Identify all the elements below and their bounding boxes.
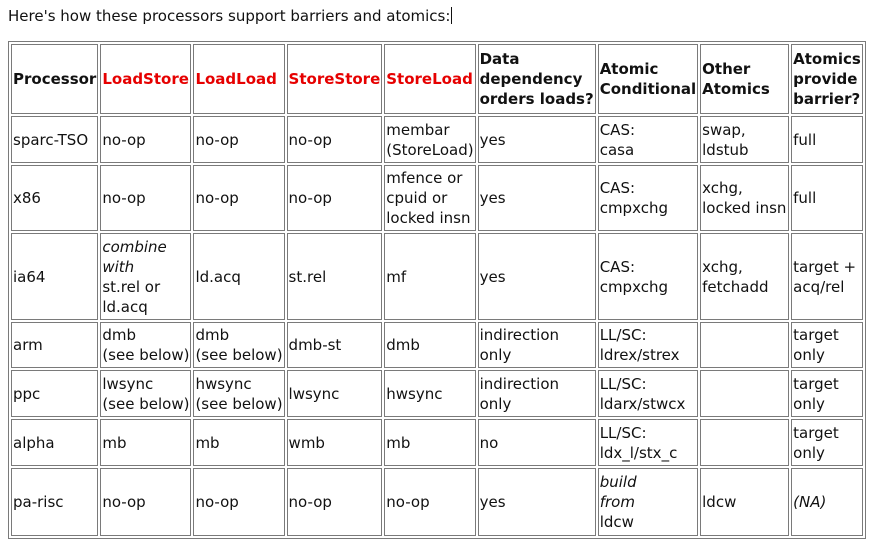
cell-text-line: ld.acq bbox=[102, 297, 148, 316]
cell-processor bbox=[11, 322, 98, 368]
cell-storeload bbox=[384, 116, 475, 163]
cell-text-line: locked insn bbox=[386, 209, 471, 227]
header-row bbox=[11, 44, 863, 114]
cell-storestore bbox=[287, 116, 383, 163]
cell-text-line: (see below) bbox=[102, 394, 190, 413]
cell-text-line: no-op bbox=[386, 493, 430, 511]
header-loadstore bbox=[100, 44, 191, 114]
cell-text-line: yes bbox=[479, 267, 506, 286]
cell-text-line: StoreLoad bbox=[386, 70, 473, 88]
cell-text-line: acq/rel bbox=[793, 277, 845, 296]
cell-atomics-barrier bbox=[791, 370, 863, 417]
cell-other-atomics bbox=[700, 116, 789, 163]
cell-loadstore bbox=[100, 165, 191, 231]
cell-text-line: xchg, bbox=[702, 179, 743, 197]
cell-atomic-conditional bbox=[598, 370, 698, 417]
cell-text-line: Atomic bbox=[599, 60, 659, 78]
cell-processor bbox=[11, 165, 98, 231]
cell-text-line: dependency bbox=[479, 70, 583, 88]
cell-text-line: LoadLoad bbox=[195, 70, 277, 88]
cell-text-line: no-op bbox=[288, 493, 332, 511]
cell-text-line: no-op bbox=[195, 130, 239, 149]
header-loadload bbox=[193, 44, 284, 114]
cell-text-line: full bbox=[793, 189, 817, 207]
cell-text-line: mb bbox=[195, 433, 220, 452]
cell-text-line: (see below) bbox=[102, 346, 190, 364]
cell-data-dependency bbox=[478, 165, 596, 231]
cell-text-line: ia64 bbox=[13, 267, 46, 286]
cell-data-dependency bbox=[478, 419, 596, 466]
cell-text-line: CAS: bbox=[599, 120, 636, 139]
cell-text-line: hwsync bbox=[386, 384, 443, 403]
cell-text-line: (see below) bbox=[195, 394, 283, 413]
cell-text-line: target + bbox=[793, 257, 857, 276]
cell-text-line: lwsync bbox=[288, 384, 340, 403]
cell-text-line: ld.acq bbox=[195, 267, 241, 286]
cell-text-line: ldarx/stwcx bbox=[599, 394, 686, 413]
cell-text-line: LL/SC: bbox=[599, 374, 647, 393]
cell-loadload bbox=[193, 370, 284, 417]
cell-other-atomics bbox=[700, 233, 789, 320]
cell-text-line: StoreStore bbox=[288, 70, 381, 88]
cell-text-line: provide bbox=[793, 70, 858, 88]
cell-text-line: indirection bbox=[479, 326, 560, 344]
cell-text-line: cpuid or bbox=[386, 189, 448, 207]
cell-text-line: Conditional bbox=[599, 80, 697, 98]
cell-text-line: locked insn bbox=[702, 199, 787, 217]
cell-text-line: cmpxchg bbox=[599, 277, 668, 296]
cell-storestore bbox=[287, 419, 383, 466]
cell-text-line: casa bbox=[599, 140, 635, 159]
cell-text-line: no-op bbox=[102, 130, 146, 149]
cell-other-atomics bbox=[700, 468, 789, 536]
cell-loadload bbox=[193, 116, 284, 163]
cell-storeload bbox=[384, 370, 475, 417]
cell-atomic-conditional bbox=[598, 322, 698, 368]
cell-text-line: x86 bbox=[13, 189, 41, 207]
cell-text-line: CAS: bbox=[599, 257, 636, 276]
cell-data-dependency bbox=[478, 468, 596, 536]
cell-text-line: yes bbox=[479, 493, 506, 511]
cell-other-atomics bbox=[700, 165, 789, 231]
cell-processor bbox=[11, 370, 98, 417]
cell-storeload bbox=[384, 468, 475, 536]
cell-text-line: sparc-TSO bbox=[13, 130, 89, 149]
cell-loadload bbox=[193, 419, 284, 466]
cell-text-line: swap, bbox=[702, 120, 746, 139]
header-atomic-conditional bbox=[598, 44, 698, 114]
cell-text-line: no-op bbox=[195, 493, 239, 511]
cell-atomics-barrier bbox=[791, 322, 863, 368]
cell-processor bbox=[11, 233, 98, 320]
cell-atomic-conditional bbox=[598, 116, 698, 163]
cell-text-line: Other bbox=[702, 60, 751, 78]
cell-text-line: yes bbox=[479, 189, 506, 207]
table-row bbox=[11, 468, 863, 536]
cell-processor bbox=[11, 419, 98, 466]
cell-text-line: target bbox=[793, 374, 839, 393]
cell-storestore bbox=[287, 468, 383, 536]
intro-text bbox=[8, 6, 452, 26]
cell-other-atomics bbox=[700, 322, 789, 368]
cell-loadload bbox=[193, 165, 284, 231]
cell-text-line: ppc bbox=[13, 384, 41, 403]
cell-text-line: ldx_l/stx_c bbox=[599, 443, 678, 462]
cell-atomic-conditional bbox=[598, 468, 698, 536]
cell-text-line: dmb bbox=[195, 326, 230, 344]
cell-text-line: Atomics bbox=[702, 80, 770, 98]
cell-text-line: yes bbox=[479, 130, 506, 149]
cell-text-line: only bbox=[479, 394, 512, 413]
cell-text-line: only bbox=[793, 346, 825, 364]
cell-text-line: no bbox=[479, 433, 499, 452]
cell-text-line: (NA) bbox=[793, 493, 827, 511]
table-row bbox=[11, 165, 863, 231]
cell-text-line: only bbox=[479, 346, 512, 364]
cell-storeload bbox=[384, 233, 475, 320]
table-row bbox=[11, 322, 863, 368]
cell-text-line: alpha bbox=[13, 433, 55, 452]
cell-atomics-barrier bbox=[791, 419, 863, 466]
cell-text-line: dmb bbox=[386, 336, 420, 354]
cell-text-line: xchg, bbox=[702, 257, 743, 276]
cell-storeload bbox=[384, 165, 475, 231]
cell-text-line: Data bbox=[479, 50, 520, 68]
cell-data-dependency bbox=[478, 370, 596, 417]
cell-text-line: (StoreLoad) bbox=[386, 140, 474, 159]
cell-text-line: ldstub bbox=[702, 140, 749, 159]
cell-text-line: barrier? bbox=[793, 90, 861, 108]
barriers-table bbox=[8, 41, 866, 539]
cell-storestore bbox=[287, 165, 383, 231]
cell-data-dependency bbox=[478, 322, 596, 368]
cell-text-line: st.rel bbox=[288, 267, 327, 286]
header-atomics-barrier bbox=[791, 44, 863, 114]
cell-text-line: build bbox=[599, 473, 637, 491]
cell-text-line: arm bbox=[13, 336, 43, 354]
text-caret bbox=[451, 7, 452, 24]
cell-text-line: cmpxchg bbox=[599, 199, 668, 217]
cell-text-line: only bbox=[793, 394, 825, 413]
cell-text-line: mb bbox=[102, 433, 127, 452]
cell-atomics-barrier bbox=[791, 468, 863, 536]
cell-loadstore bbox=[100, 116, 191, 163]
cell-loadstore bbox=[100, 468, 191, 536]
table-row bbox=[11, 419, 863, 466]
cell-atomic-conditional bbox=[598, 233, 698, 320]
cell-text-line: with bbox=[102, 257, 135, 276]
cell-text-line: CAS: bbox=[599, 179, 636, 197]
cell-other-atomics bbox=[700, 419, 789, 466]
cell-data-dependency bbox=[478, 233, 596, 320]
cell-data-dependency bbox=[478, 116, 596, 163]
cell-text-line: hwsync bbox=[195, 374, 252, 393]
cell-text-line: no-op bbox=[288, 189, 332, 207]
table-row bbox=[11, 116, 863, 163]
cell-text-line: from bbox=[599, 493, 635, 511]
cell-processor bbox=[11, 116, 98, 163]
cell-text-line: indirection bbox=[479, 374, 560, 393]
table-row bbox=[11, 233, 863, 320]
cell-text-line: combine bbox=[102, 237, 167, 256]
cell-text-line: target bbox=[793, 326, 839, 344]
cell-text-line: ldcw bbox=[702, 493, 737, 511]
cell-text-line: ldcw bbox=[599, 513, 634, 531]
cell-text-line: dmb bbox=[102, 326, 136, 344]
cell-atomics-barrier bbox=[791, 165, 863, 231]
cell-loadstore bbox=[100, 419, 191, 466]
cell-text-line: lwsync bbox=[102, 374, 154, 393]
cell-text-line: membar bbox=[386, 120, 450, 139]
cell-loadstore bbox=[100, 233, 191, 320]
cell-text-line: LL/SC: bbox=[599, 326, 647, 344]
cell-text-line: LL/SC: bbox=[599, 423, 647, 442]
header-storeload bbox=[384, 44, 475, 114]
cell-atomics-barrier bbox=[791, 116, 863, 163]
intro-label: Here's how these processors support barriers and atomics: bbox=[8, 7, 451, 25]
cell-text-line: mfence or bbox=[386, 169, 463, 187]
cell-text-line: mb bbox=[386, 433, 411, 452]
table-row bbox=[11, 370, 863, 417]
cell-text-line: orders loads? bbox=[479, 90, 594, 108]
cell-text-line: fetchadd bbox=[702, 277, 769, 296]
cell-text-line: dmb-st bbox=[288, 336, 342, 354]
cell-loadload bbox=[193, 468, 284, 536]
cell-atomic-conditional bbox=[598, 419, 698, 466]
cell-text-line: no-op bbox=[288, 130, 332, 149]
cell-text-line: no-op bbox=[102, 493, 146, 511]
cell-storestore bbox=[287, 370, 383, 417]
table-body bbox=[11, 116, 863, 536]
header-data-dependency bbox=[478, 44, 596, 114]
header-processor bbox=[11, 44, 98, 114]
cell-text-line: Processor bbox=[13, 70, 97, 88]
cell-text-line: full bbox=[793, 130, 817, 149]
cell-text-line: ldrex/strex bbox=[599, 346, 680, 364]
cell-text-line: target bbox=[793, 423, 839, 442]
cell-atomic-conditional bbox=[598, 165, 698, 231]
cell-processor bbox=[11, 468, 98, 536]
cell-storestore bbox=[287, 322, 383, 368]
cell-storeload bbox=[384, 419, 475, 466]
cell-text-line: st.rel or bbox=[102, 277, 161, 296]
cell-text-line: pa-risc bbox=[13, 493, 64, 511]
cell-text-line: (see below) bbox=[195, 346, 283, 364]
header-storestore bbox=[287, 44, 383, 114]
cell-text-line: LoadStore bbox=[102, 70, 189, 88]
cell-storestore bbox=[287, 233, 383, 320]
cell-text-line: no-op bbox=[195, 189, 239, 207]
cell-atomics-barrier bbox=[791, 233, 863, 320]
cell-text-line: only bbox=[793, 443, 825, 462]
cell-loadstore bbox=[100, 370, 191, 417]
header-other-atomics bbox=[700, 44, 789, 114]
cell-other-atomics bbox=[700, 370, 789, 417]
cell-text-line: no-op bbox=[102, 189, 146, 207]
cell-loadload bbox=[193, 322, 284, 368]
cell-storeload bbox=[384, 322, 475, 368]
cell-loadload bbox=[193, 233, 284, 320]
cell-loadstore bbox=[100, 322, 191, 368]
cell-text-line: wmb bbox=[288, 433, 325, 452]
cell-text-line: mf bbox=[386, 267, 407, 286]
cell-text-line: Atomics bbox=[793, 50, 861, 68]
